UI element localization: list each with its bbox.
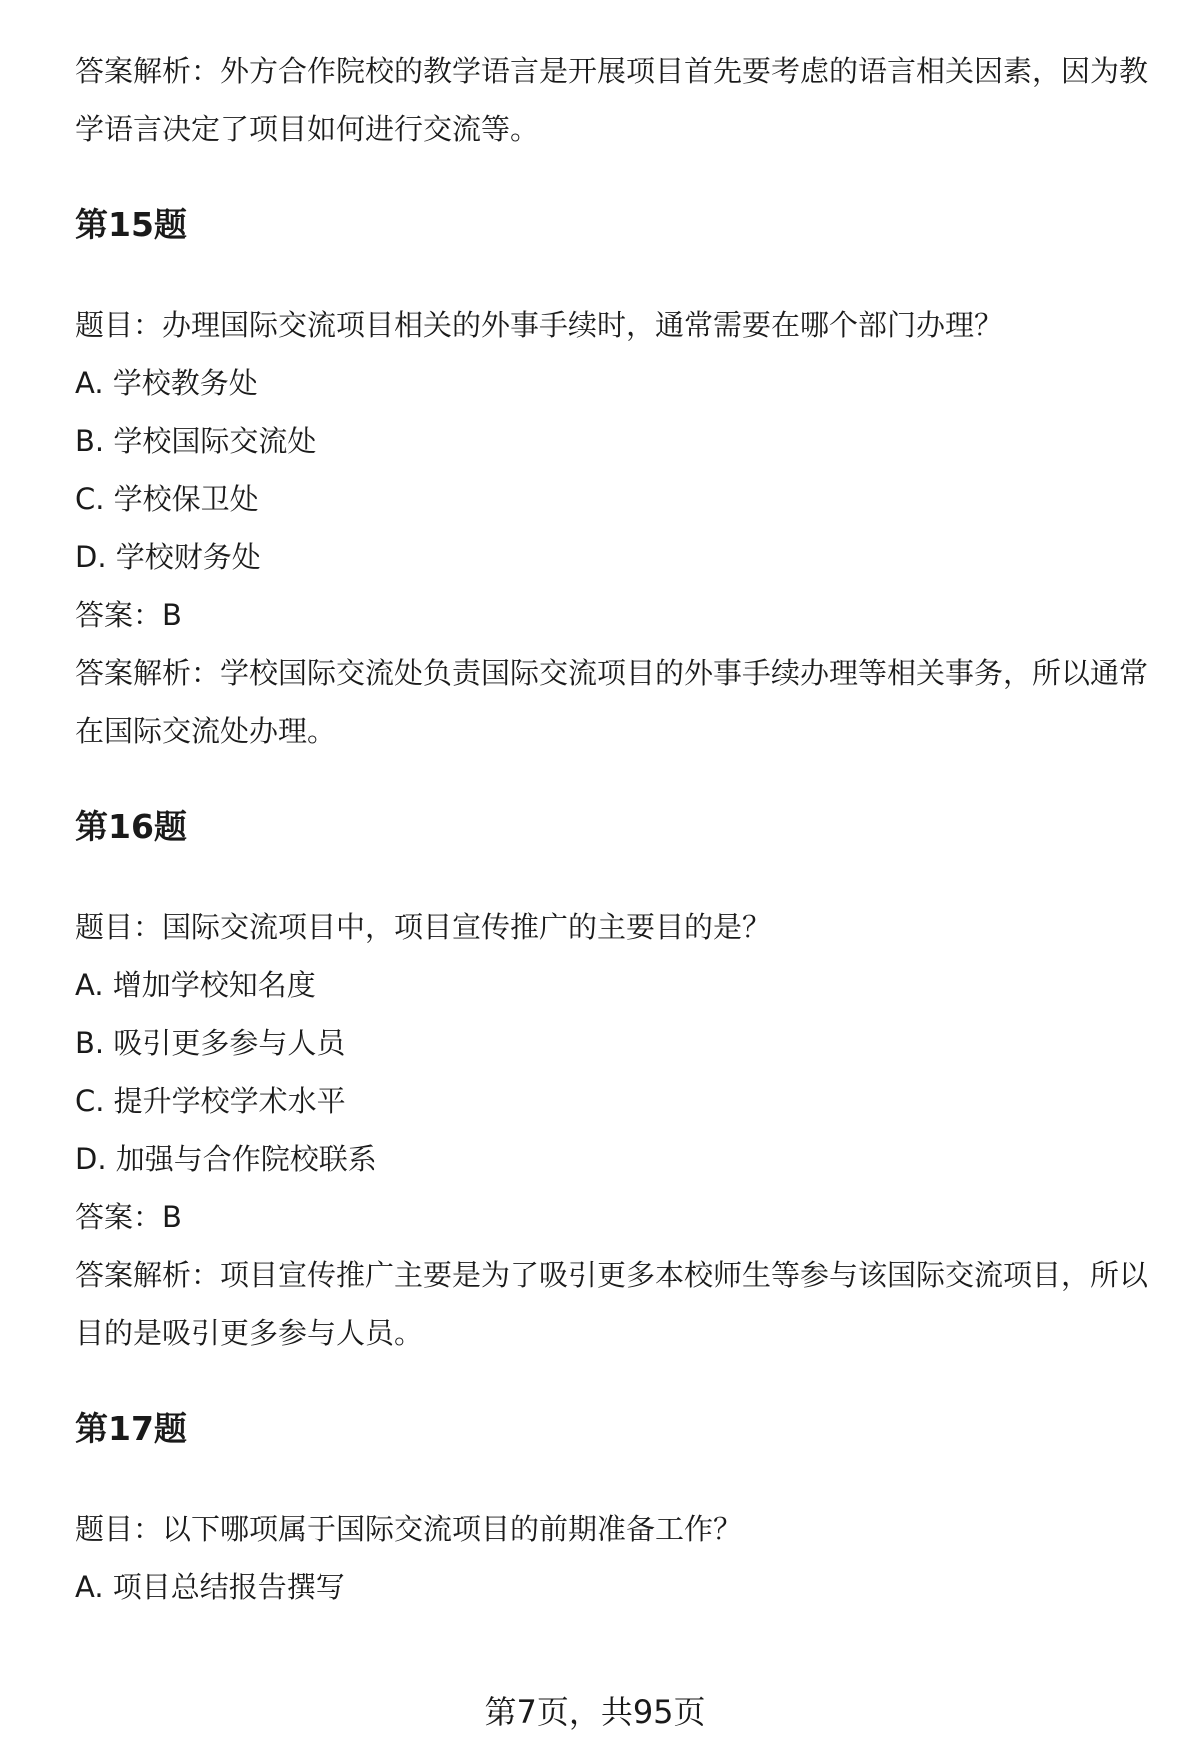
question-15-option-c: C. 学校保卫处 xyxy=(75,482,259,516)
question-16-explanation: 答案解析：项目宣传推广主要是为了吸引更多本校师生等参与该国际交流项目，所以目的是吸引更多参与人员。 xyxy=(75,1258,1149,1350)
question-15-option-b: B. 学校国际交流处 xyxy=(75,424,317,458)
page-number-footer: 第7页，共95页 xyxy=(484,1693,706,1731)
question-16-option-a: A. 增加学校知名度 xyxy=(75,968,316,1002)
question-16-text: 题目：国际交流项目中，项目宣传推广的主要目的是？ xyxy=(75,910,772,944)
question-15-option-a: A. 学校教务处 xyxy=(75,366,258,400)
previous-answer-explanation: 答案解析：外方合作院校的教学语言是开展项目首先要考虑的语言相关因素，因为教学语言决定了项目如何进行交流等。 xyxy=(75,54,1149,146)
question-17 xyxy=(75,1400,1165,1616)
question-16-title: 第16题 xyxy=(75,807,187,846)
question-15-text: 题目：办理国际交流项目相关的外事手续时，通常需要在哪个部门办理？ xyxy=(75,308,1004,342)
question-16-option-c: C. 提升学校学术水平 xyxy=(75,1084,346,1118)
question-17-title: 第17题 xyxy=(75,1409,187,1448)
question-15-title: 第15题 xyxy=(75,205,187,244)
question-16-answer: 答案：B xyxy=(75,1200,182,1234)
question-16-option-b: B. 吸引更多参与人员 xyxy=(75,1026,346,1060)
question-15-explanation: 答案解析：学校国际交流处负责国际交流项目的外事手续办理等相关事务，所以通常在国际交流处办理。 xyxy=(75,656,1149,748)
question-15 xyxy=(75,196,1165,760)
question-15-option-d: D. 学校财务处 xyxy=(75,540,261,574)
question-16 xyxy=(75,798,1165,1362)
page-content xyxy=(75,42,1165,1616)
question-17-option-a: A. 项目总结报告撰写 xyxy=(75,1570,345,1604)
question-15-answer: 答案：B xyxy=(75,598,182,632)
question-17-text: 题目：以下哪项属于国际交流项目的前期准备工作？ xyxy=(75,1512,743,1546)
question-16-option-d: D. 加强与合作院校联系 xyxy=(75,1142,377,1176)
